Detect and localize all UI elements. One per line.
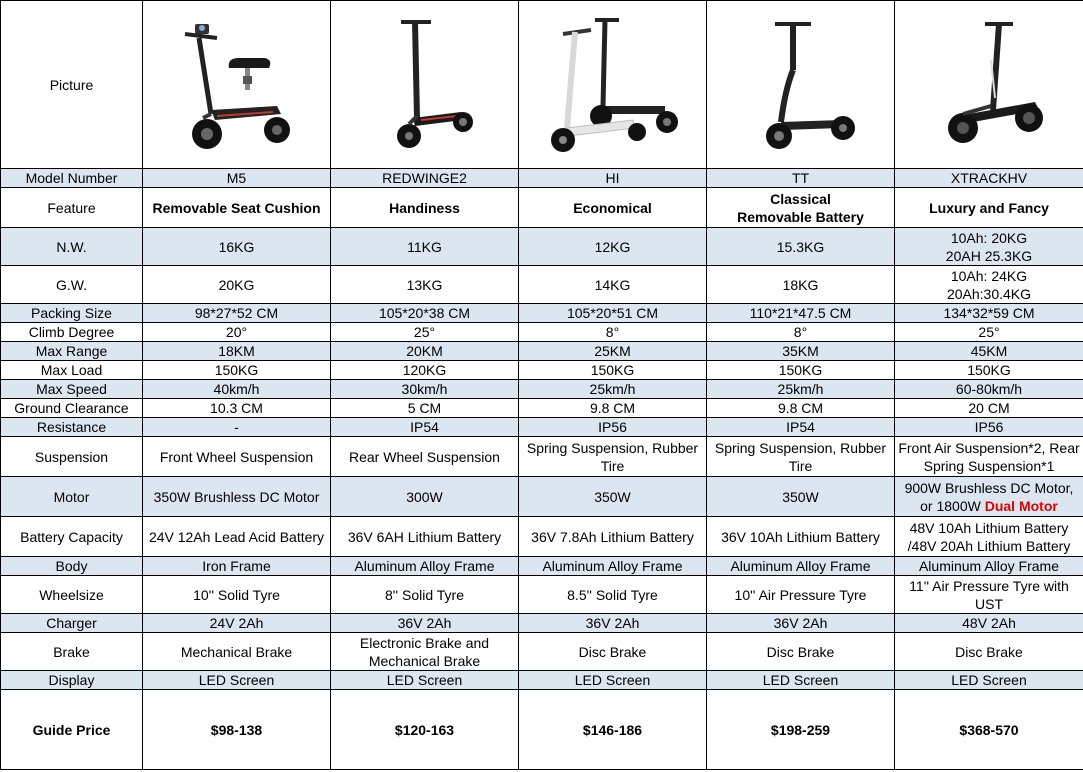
standing-scooter-image [365,10,485,160]
picture-row [1,1,1083,169]
gw-text-line2: 20Ah:30.4KG [946,285,1032,302]
battery-cell: 36V 10Ah Lithium Battery [707,517,895,557]
nw-text-line2: 20AH 25.3KG [945,247,1033,264]
feature-text-line2: Removable Battery [737,208,864,225]
product-1-picture [143,1,331,169]
load-cell: 150KG [707,361,895,380]
brake-cell: Disc Brake [707,633,895,671]
range-cell: 45KM [895,342,1083,361]
row-label-suspension: Suspension [1,437,143,477]
price-cell: $98-138 [143,690,331,770]
feature-text: Economical [573,199,652,216]
range-cell: 18KM [143,342,331,361]
display-cell: LED Screen [519,671,707,690]
packing-cell: 105*20*38 CM [331,304,519,323]
battery-row [1,517,1083,557]
motor-cell: 350W Brushless DC Motor [143,477,331,517]
brake-cell: Electronic Brake and Mechanical Brake [331,633,519,671]
motor-cell: 300W [331,477,519,517]
feature-row [1,188,1083,228]
brake-cell: Disc Brake [519,633,707,671]
wheel-row [1,576,1083,614]
range-row [1,342,1083,361]
row-label-motor: Motor [1,477,143,517]
motor-cell: 350W [707,477,895,517]
clearance-row [1,399,1083,418]
climb-cell: 25° [895,323,1083,342]
nw-cell: 15.3KG [707,228,895,266]
speed-row [1,380,1083,399]
gw-cell: 14KG [519,266,707,304]
brake-row [1,633,1083,671]
load-cell: 150KG [895,361,1083,380]
nw-cell: 11KG [331,228,519,266]
feature-cell [519,188,707,228]
model-cell: REDWINGE2 [331,169,519,188]
suspension-row [1,437,1083,477]
wheel-cell: 10'' Solid Tyre [143,576,331,614]
row-label-price: Guide Price [1,690,143,770]
body-cell: Aluminum Alloy Frame [519,557,707,576]
battery-cell: 48V 10Ah Lithium Battery /48V 20Ah Lithium Battery [895,517,1083,557]
row-label-speed: Max Speed [1,380,143,399]
row-label-battery: Battery Capacity [1,517,143,557]
packing-cell: 98*27*52 CM [143,304,331,323]
row-label-range: Max Range [1,342,143,361]
gw-cell: 18KG [707,266,895,304]
gw-row [1,266,1083,304]
packing-cell: 105*20*51 CM [519,304,707,323]
suspension-cell: Spring Suspension, Rubber Tire [707,437,895,477]
model-cell: M5 [143,169,331,188]
clearance-cell: 9.8 CM [707,399,895,418]
display-cell: LED Screen [143,671,331,690]
body-cell: Aluminum Alloy Frame [707,557,895,576]
price-cell: $198-259 [707,690,895,770]
speed-cell: 25km/h [519,380,707,399]
battery-cell: 36V 7.8Ah Lithium Battery [519,517,707,557]
dual-motor-highlight: Dual Motor [984,497,1058,514]
range-cell: 20KM [331,342,519,361]
load-cell: 150KG [519,361,707,380]
product-3-picture [519,1,707,169]
motor-row [1,477,1083,517]
model-cell: TT [707,169,895,188]
model-cell: XTRACKHV [895,169,1083,188]
row-label-model: Model Number [1,169,143,188]
twin-scooters-image [533,10,693,160]
battery-cell: 36V 6AH Lithium Battery [331,517,519,557]
row-label-brake: Brake [1,633,143,671]
seated-scooter-image [177,10,297,160]
display-cell: LED Screen [895,671,1083,690]
gw-cell: 20KG [143,266,331,304]
row-label-display: Display [1,671,143,690]
suspension-cell: Spring Suspension, Rubber Tire [519,437,707,477]
charger-cell: 36V 2Ah [331,614,519,633]
model-cell: HI [519,169,707,188]
model-row [1,169,1083,188]
row-label-charger: Charger [1,614,143,633]
resistance-cell: IP54 [707,418,895,437]
suspension-cell: Rear Wheel Suspension [331,437,519,477]
wheel-cell: 10'' Air Pressure Tyre [707,576,895,614]
motor-text: 900W Brushless DC Motor, or 1800W [904,479,1074,514]
feature-cell [331,188,519,228]
range-cell: 25KM [519,342,707,361]
climb-cell: 20° [143,323,331,342]
feature-text: Classical [770,190,831,207]
standing-scooter-image [741,10,861,160]
resistance-cell: IP56 [895,418,1083,437]
wheel-cell: 8.5'' Solid Tyre [519,576,707,614]
row-label-picture: Picture [1,1,143,169]
nw-cell: 16KG [143,228,331,266]
packing-cell: 110*21*47.5 CM [707,304,895,323]
nw-cell: 12KG [519,228,707,266]
price-cell: $120-163 [331,690,519,770]
row-label-gw: G.W. [1,266,143,304]
resistance-cell: IP56 [519,418,707,437]
resistance-cell: IP54 [331,418,519,437]
load-row [1,361,1083,380]
packing-row [1,304,1083,323]
wheel-cell: 8'' Solid Tyre [331,576,519,614]
price-cell: $146-186 [519,690,707,770]
nw-cell [895,228,1083,266]
clearance-cell: 5 CM [331,399,519,418]
climb-row [1,323,1083,342]
speed-cell: 60-80km/h [895,380,1083,399]
body-cell: Aluminum Alloy Frame [895,557,1083,576]
body-cell: Iron Frame [143,557,331,576]
row-label-load: Max Load [1,361,143,380]
motor-cell: 350W [519,477,707,517]
feature-cell [895,188,1083,228]
nw-text: 10Ah: 20KG [950,229,1028,246]
product-4-picture [707,1,895,169]
feature-text: Handiness [389,199,460,216]
speed-cell: 40km/h [143,380,331,399]
price-cell: $368-570 [895,690,1083,770]
row-label-body: Body [1,557,143,576]
range-cell: 35KM [707,342,895,361]
row-label-wheel: Wheelsize [1,576,143,614]
charger-cell: 36V 2Ah [519,614,707,633]
gw-cell [895,266,1083,304]
motor-cell [895,477,1083,517]
row-label-clearance: Ground Clearance [1,399,143,418]
charger-cell: 36V 2Ah [707,614,895,633]
row-label-resistance: Resistance [1,418,143,437]
climb-cell: 25° [331,323,519,342]
feature-cell [707,188,895,228]
display-cell: LED Screen [707,671,895,690]
suspension-cell: Front Wheel Suspension [143,437,331,477]
climb-cell: 8° [519,323,707,342]
clearance-cell: 20 CM [895,399,1083,418]
display-row [1,671,1083,690]
offroad-scooter-image [929,10,1049,160]
climb-cell: 8° [707,323,895,342]
gw-text: 10Ah: 24KG [950,267,1028,284]
product-5-picture [895,1,1083,169]
suspension-cell: Front Air Suspension*2, Rear Spring Suspension*1 [895,437,1083,477]
row-label-nw: N.W. [1,228,143,266]
resistance-cell: - [143,418,331,437]
speed-cell: 30km/h [331,380,519,399]
charger-row [1,614,1083,633]
load-cell: 120KG [331,361,519,380]
battery-cell: 24V 12Ah Lead Acid Battery [143,517,331,557]
price-row [1,690,1083,770]
display-cell: LED Screen [331,671,519,690]
row-label-climb: Climb Degree [1,323,143,342]
brake-cell: Disc Brake [895,633,1083,671]
body-row [1,557,1083,576]
clearance-cell: 10.3 CM [143,399,331,418]
feature-text: Luxury and Fancy [929,199,1049,216]
row-label-packing: Packing Size [1,304,143,323]
gw-cell: 13KG [331,266,519,304]
charger-cell: 48V 2Ah [895,614,1083,633]
resistance-row [1,418,1083,437]
charger-cell: 24V 2Ah [143,614,331,633]
load-cell: 150KG [143,361,331,380]
row-label-feature: Feature [1,188,143,228]
speed-cell: 25km/h [707,380,895,399]
body-cell: Aluminum Alloy Frame [331,557,519,576]
feature-text: Removable Seat Cushion [152,199,321,216]
packing-cell: 134*32*59 CM [895,304,1083,323]
clearance-cell: 9.8 CM [519,399,707,418]
feature-cell [143,188,331,228]
nw-row [1,228,1083,266]
wheel-cell: 11'' Air Pressure Tyre with UST [895,576,1083,614]
brake-cell: Mechanical Brake [143,633,331,671]
product-2-picture [331,1,519,169]
